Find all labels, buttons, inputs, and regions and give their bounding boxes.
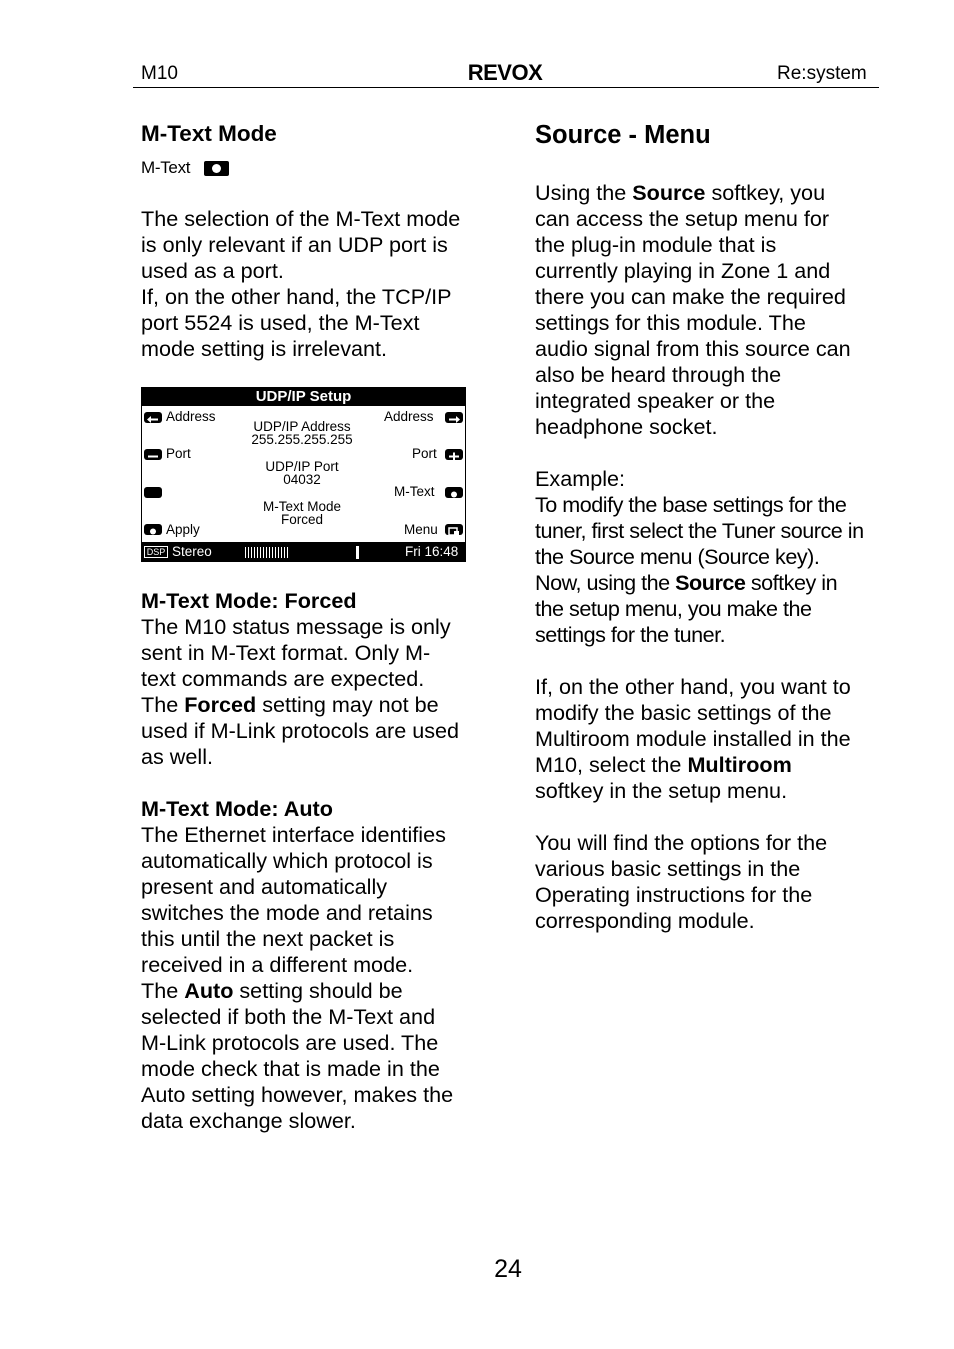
text-fragment: softkey in (745, 570, 838, 595)
display-status-bar (141, 542, 466, 562)
blank-key-icon (144, 487, 162, 498)
display-port-value: 04032 (283, 472, 321, 487)
plus-key-icon (445, 449, 463, 460)
header-right: Re:system (777, 63, 867, 84)
dsp-badge: DSP (144, 546, 168, 558)
text-fragment: M10, select the (535, 752, 688, 777)
forced-heading: M-Text Mode: Forced (141, 588, 357, 613)
text-fragment: The (141, 978, 185, 1003)
display-right-mtext: M-Text (394, 484, 435, 499)
display-port-label: UDP/IP Port (265, 459, 339, 474)
bold-term: Forced (184, 692, 257, 717)
display-right-address: Address (384, 409, 434, 424)
display-mode-label: M-Text Mode (262, 499, 342, 514)
display-time: Fri 16:48 (405, 544, 459, 559)
display-body (142, 406, 465, 542)
text-line: corresponding module. (535, 908, 755, 933)
level-meter-icon (245, 547, 289, 558)
menu-key-icon (445, 524, 463, 535)
text-line (141, 978, 491, 1004)
text-line: settings for this module. The (535, 310, 806, 335)
text-line: integrated speaker or the (535, 388, 776, 413)
text-line: as well. (141, 744, 214, 769)
text-line: headphone socket. (535, 414, 718, 439)
text-line: modify the basic settings of the (535, 700, 832, 725)
source-menu-heading: Source - Menu (535, 121, 711, 149)
text-line: port 5524 is used, the M-Text (141, 310, 420, 335)
softkey-dot-icon (204, 161, 229, 176)
display-left-apply: Apply (166, 522, 200, 537)
text-line: received in a different mode. (141, 952, 414, 977)
text-line: Operating instructions for the (535, 882, 813, 907)
bold-term: Source (675, 570, 746, 595)
text-line: Multiroom module installed in the (535, 726, 851, 751)
udp-setup-display (141, 387, 466, 562)
text-line: currently playing in Zone 1 and (535, 258, 831, 283)
text-line: sent in M-Text format. Only M- (141, 640, 431, 665)
header-left: M10 (141, 63, 178, 84)
text-line: used as a port. (141, 258, 284, 283)
text-line: automatically which protocol is (141, 848, 433, 873)
text-fragment: The (141, 692, 185, 717)
text-line: used if M-Link protocols are used (141, 718, 460, 743)
text-line: Auto setting however, makes the (141, 1082, 454, 1107)
text-fragment: setting should be (233, 978, 403, 1003)
display-left-address: Address (166, 409, 216, 424)
text-line: the Source menu (Source key). (535, 544, 820, 569)
text-line (141, 692, 491, 718)
text-line: the setup menu, you make the (535, 596, 812, 621)
minus-key-icon (144, 449, 162, 460)
cursor-mark-icon (356, 546, 359, 559)
text-line: can access the setup menu for (535, 206, 830, 231)
text-line: is only relevant if an UDP port is (141, 232, 448, 257)
mtext-mode-heading: M-Text Mode (141, 121, 277, 146)
text-fragment: Now, using the (535, 570, 676, 595)
display-right-port: Port (412, 446, 437, 461)
text-line: mode setting is irrelevant. (141, 336, 388, 361)
display-right-menu: Menu (404, 522, 438, 537)
display-address-value: 255.255.255.255 (251, 432, 353, 447)
mtext-icon-label: M-Text (141, 158, 191, 177)
text-line: The Ethernet interface identifies (141, 822, 446, 847)
text-fragment: setting may not be (256, 692, 439, 717)
text-line: M-Link protocols are used. The (141, 1030, 439, 1055)
bold-term: Auto (184, 978, 234, 1003)
apply-dot-key-icon (144, 524, 162, 535)
svg-text:REVOX: REVOX (467, 61, 543, 83)
text-line: The selection of the M-Text mode (141, 206, 461, 231)
text-line: To modify the base settings for the (535, 492, 847, 517)
text-line: tuner, first select the Tuner source in (535, 518, 864, 543)
text-line: this until the next packet is (141, 926, 395, 951)
revox-logo (455, 61, 555, 83)
auto-heading: M-Text Mode: Auto (141, 796, 333, 821)
left-arrow-key-icon (144, 412, 162, 423)
text-line: various basic settings in the (535, 856, 801, 881)
text-line: mode check that is made in the (141, 1056, 440, 1081)
text-line (535, 570, 885, 596)
text-line: If, on the other hand, you want to (535, 674, 851, 699)
bold-term: Source (632, 180, 706, 205)
forced-section (141, 588, 491, 1134)
text-line: softkey in the setup menu. (535, 778, 788, 803)
text-line: You will find the options for the (535, 830, 828, 855)
text-line: present and automatically (141, 874, 388, 899)
text-line: there you can make the required (535, 284, 846, 309)
text-line: data exchange slower. (141, 1108, 356, 1133)
header-rule (133, 87, 879, 88)
text-fragment: Using the (535, 180, 633, 205)
text-fragment: softkey, you (705, 180, 826, 205)
text-line: the plug-in module that is (535, 232, 777, 257)
text-line: The M10 status message is only (141, 614, 451, 639)
display-left-port: Port (166, 446, 191, 461)
bold-term: Multiroom (687, 752, 792, 777)
right-arrow-key-icon (445, 412, 463, 423)
display-stereo: Stereo (172, 544, 212, 559)
text-line: selected if both the M-Text and (141, 1004, 436, 1029)
page-number: 24 (494, 1255, 522, 1283)
text-line: audio signal from this source can (535, 336, 851, 361)
source-intro (535, 180, 885, 934)
example-label: Example: (535, 466, 626, 491)
text-line (535, 180, 885, 206)
display-title: UDP/IP Setup (255, 388, 352, 405)
text-line: switches the mode and retains (141, 900, 433, 925)
dot-key-icon (445, 487, 463, 498)
text-line: also be heard through the (535, 362, 782, 387)
text-line: If, on the other hand, the TCP/IP (141, 284, 452, 309)
display-address-label: UDP/IP Address (253, 419, 351, 434)
mtext-intro (141, 206, 491, 362)
display-mode-value: Forced (280, 512, 324, 527)
text-line (535, 752, 885, 778)
text-line: text commands are expected. (141, 666, 425, 691)
text-line: settings for the tuner. (535, 622, 726, 647)
